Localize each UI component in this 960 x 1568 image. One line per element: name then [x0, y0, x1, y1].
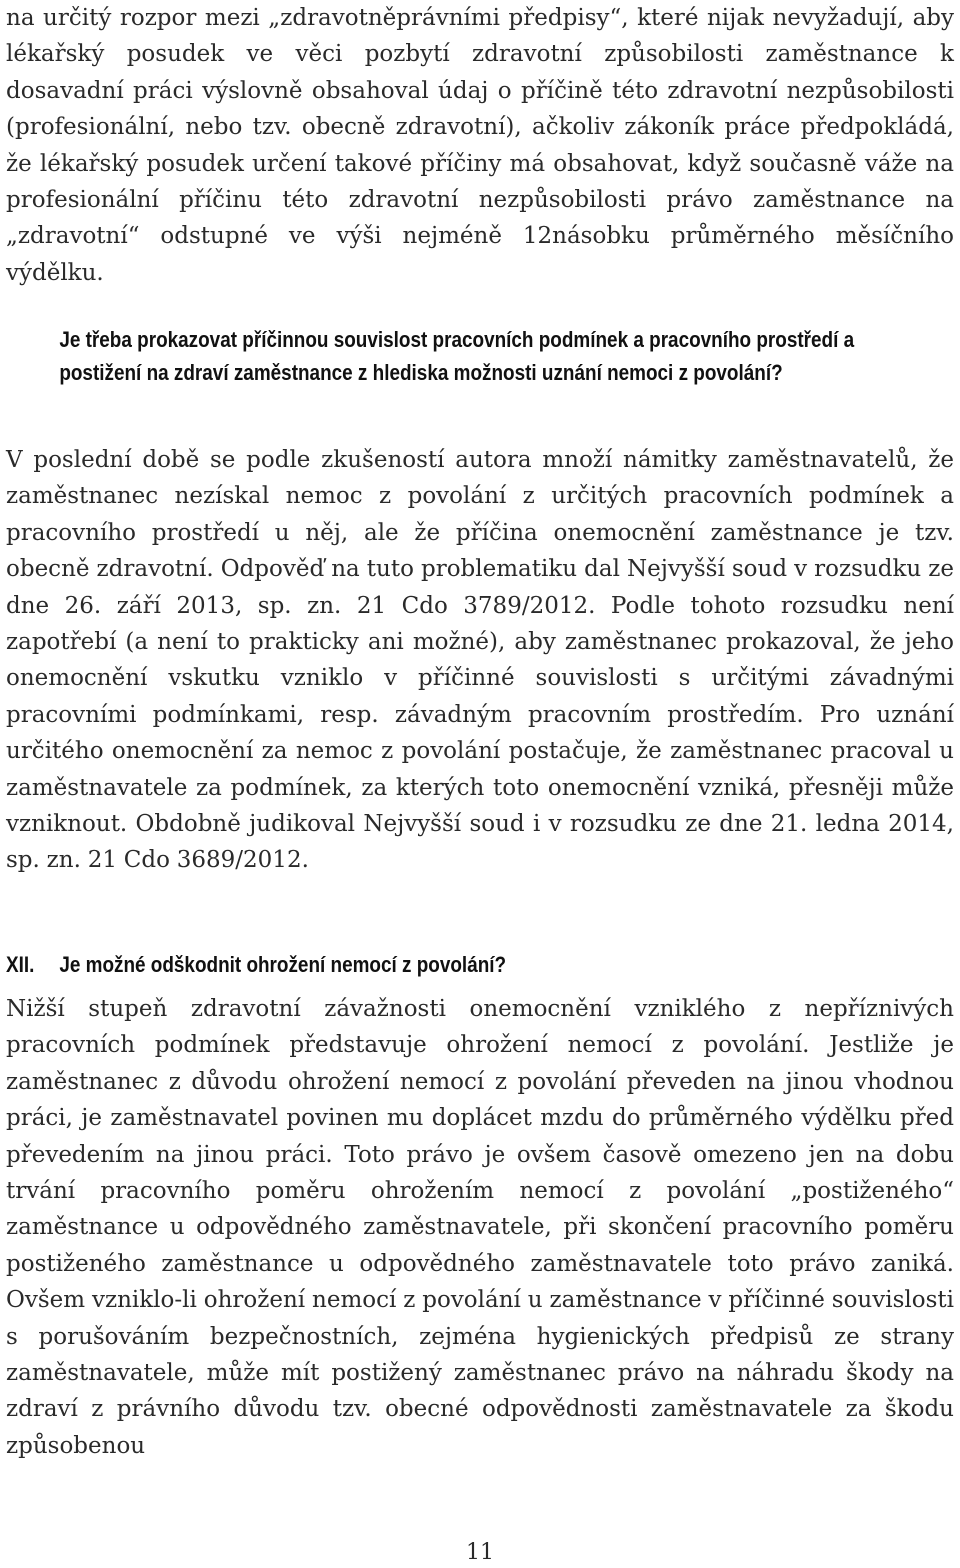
paragraph-causality: V poslední době se podle zkušeností autora množí námitky zaměstnavatelů, že zaměstnanec nezískal nemoc z povolání z určitých pracovních podmínek a pracovního prostředí u něj, ale že příčina onemocnění zaměstnance je tzv. obecně zdravotní. Odpověď na tuto problematiku dal Nejvyšší soud v rozsudku ze dne 26. září 2013, sp. zn. 21 Cdo 3789/2012. Podle tohoto rozsudku není zapotřebí (a není to prakticky ani možné), aby zaměstnanec prokazoval, že jeho onemocnění vskutku vzniklo v příčinné souvislosti s určitými závadnými pracovními podmínkami, resp. závadným pracovním prostředím. Pro uznání určitého onemocnění za nemoc z povolání postačuje, že zaměstnanec pracoval u zaměstnavatele za podmínek, za kterých toto onemocnění vzniká, přesněji může vzniknout. Obdobně judikoval Nejvyšší soud i v rozsudku ze dne 21. ledna 2014, sp. zn. 21 Cdo 3689/2012.: [6, 447, 954, 874]
section-title-xii: Je možné odškodnit ohrožení nemocí z povolání?: [59, 952, 507, 977]
section-title-xi: Je třeba prokazovat příčinnou souvislost pracovních podmínek a pracovního prostředí a postižení na zdraví zaměstnance z hlediska možnosti uznání nemoci z povolání?: [59, 327, 855, 385]
section-number-xi: [6, 323, 59, 356]
section-heading-xi: [6, 323, 935, 389]
section-heading-xii: [6, 948, 821, 981]
section-number-xii: XII.: [6, 952, 35, 977]
paragraph-threat: Nižší stupeň zdravotní závažnosti onemocnění vzniklého z nepříznivých pracovních podmínek představuje ohrožení nemocí z povolání. Jestliže je zaměstnanec z důvodu ohrožení nemocí z povolání převeden na jinou vhodnou práci, je zaměstnavatel povinen mu doplácet mzdu do průměrného výdělku před převedením na jinou práci. Toto právo je ovšem časově omezeno jen na dobu trvání pracovního poměru ohrožením nemocí z povolání „postiženého“ zaměstnance u odpovědného zaměstnavatele, při skončení pracovního poměru postiženého zaměstnance u odpovědného zaměstnavatele toto právo zaniká. Ovšem vzniklo-li ohrožení nemocí z povolání u zaměstnance v příčinné souvislosti s porušováním bezpečnostních, zejména hygienických předpisů ze strany zaměstnavatele, může mít postižený zaměstnanec právo na náhradu škody na zdraví z právního důvodu tzv. obecné odpovědnosti zaměstnavatele za škodu způsobenou: [6, 996, 954, 1459]
paragraph-intro: na určitý rozpor mezi „zdravotněprávními předpisy“, které nijak nevyžadují, aby lékařský posudek ve věci pozbytí zdravotní způsobilosti zaměstnance k dosavadní práci výslovně obsahoval údaj o příčině této zdravotní nezpůsobilosti (profesionální, nebo tzv. obecně zdravotní), ačkoliv zákoník práce předpokládá, že lékařský posudek určení takové příčiny má obsahovat, když současně váže na profesionální příčinu této zdravotní nezpůsobilosti právo zaměstnance na „zdravotní“ odstupné ve výši nejméně 12násobku průměrného měsíčního výdělku.: [6, 5, 954, 286]
page-number: 11: [466, 1540, 494, 1565]
